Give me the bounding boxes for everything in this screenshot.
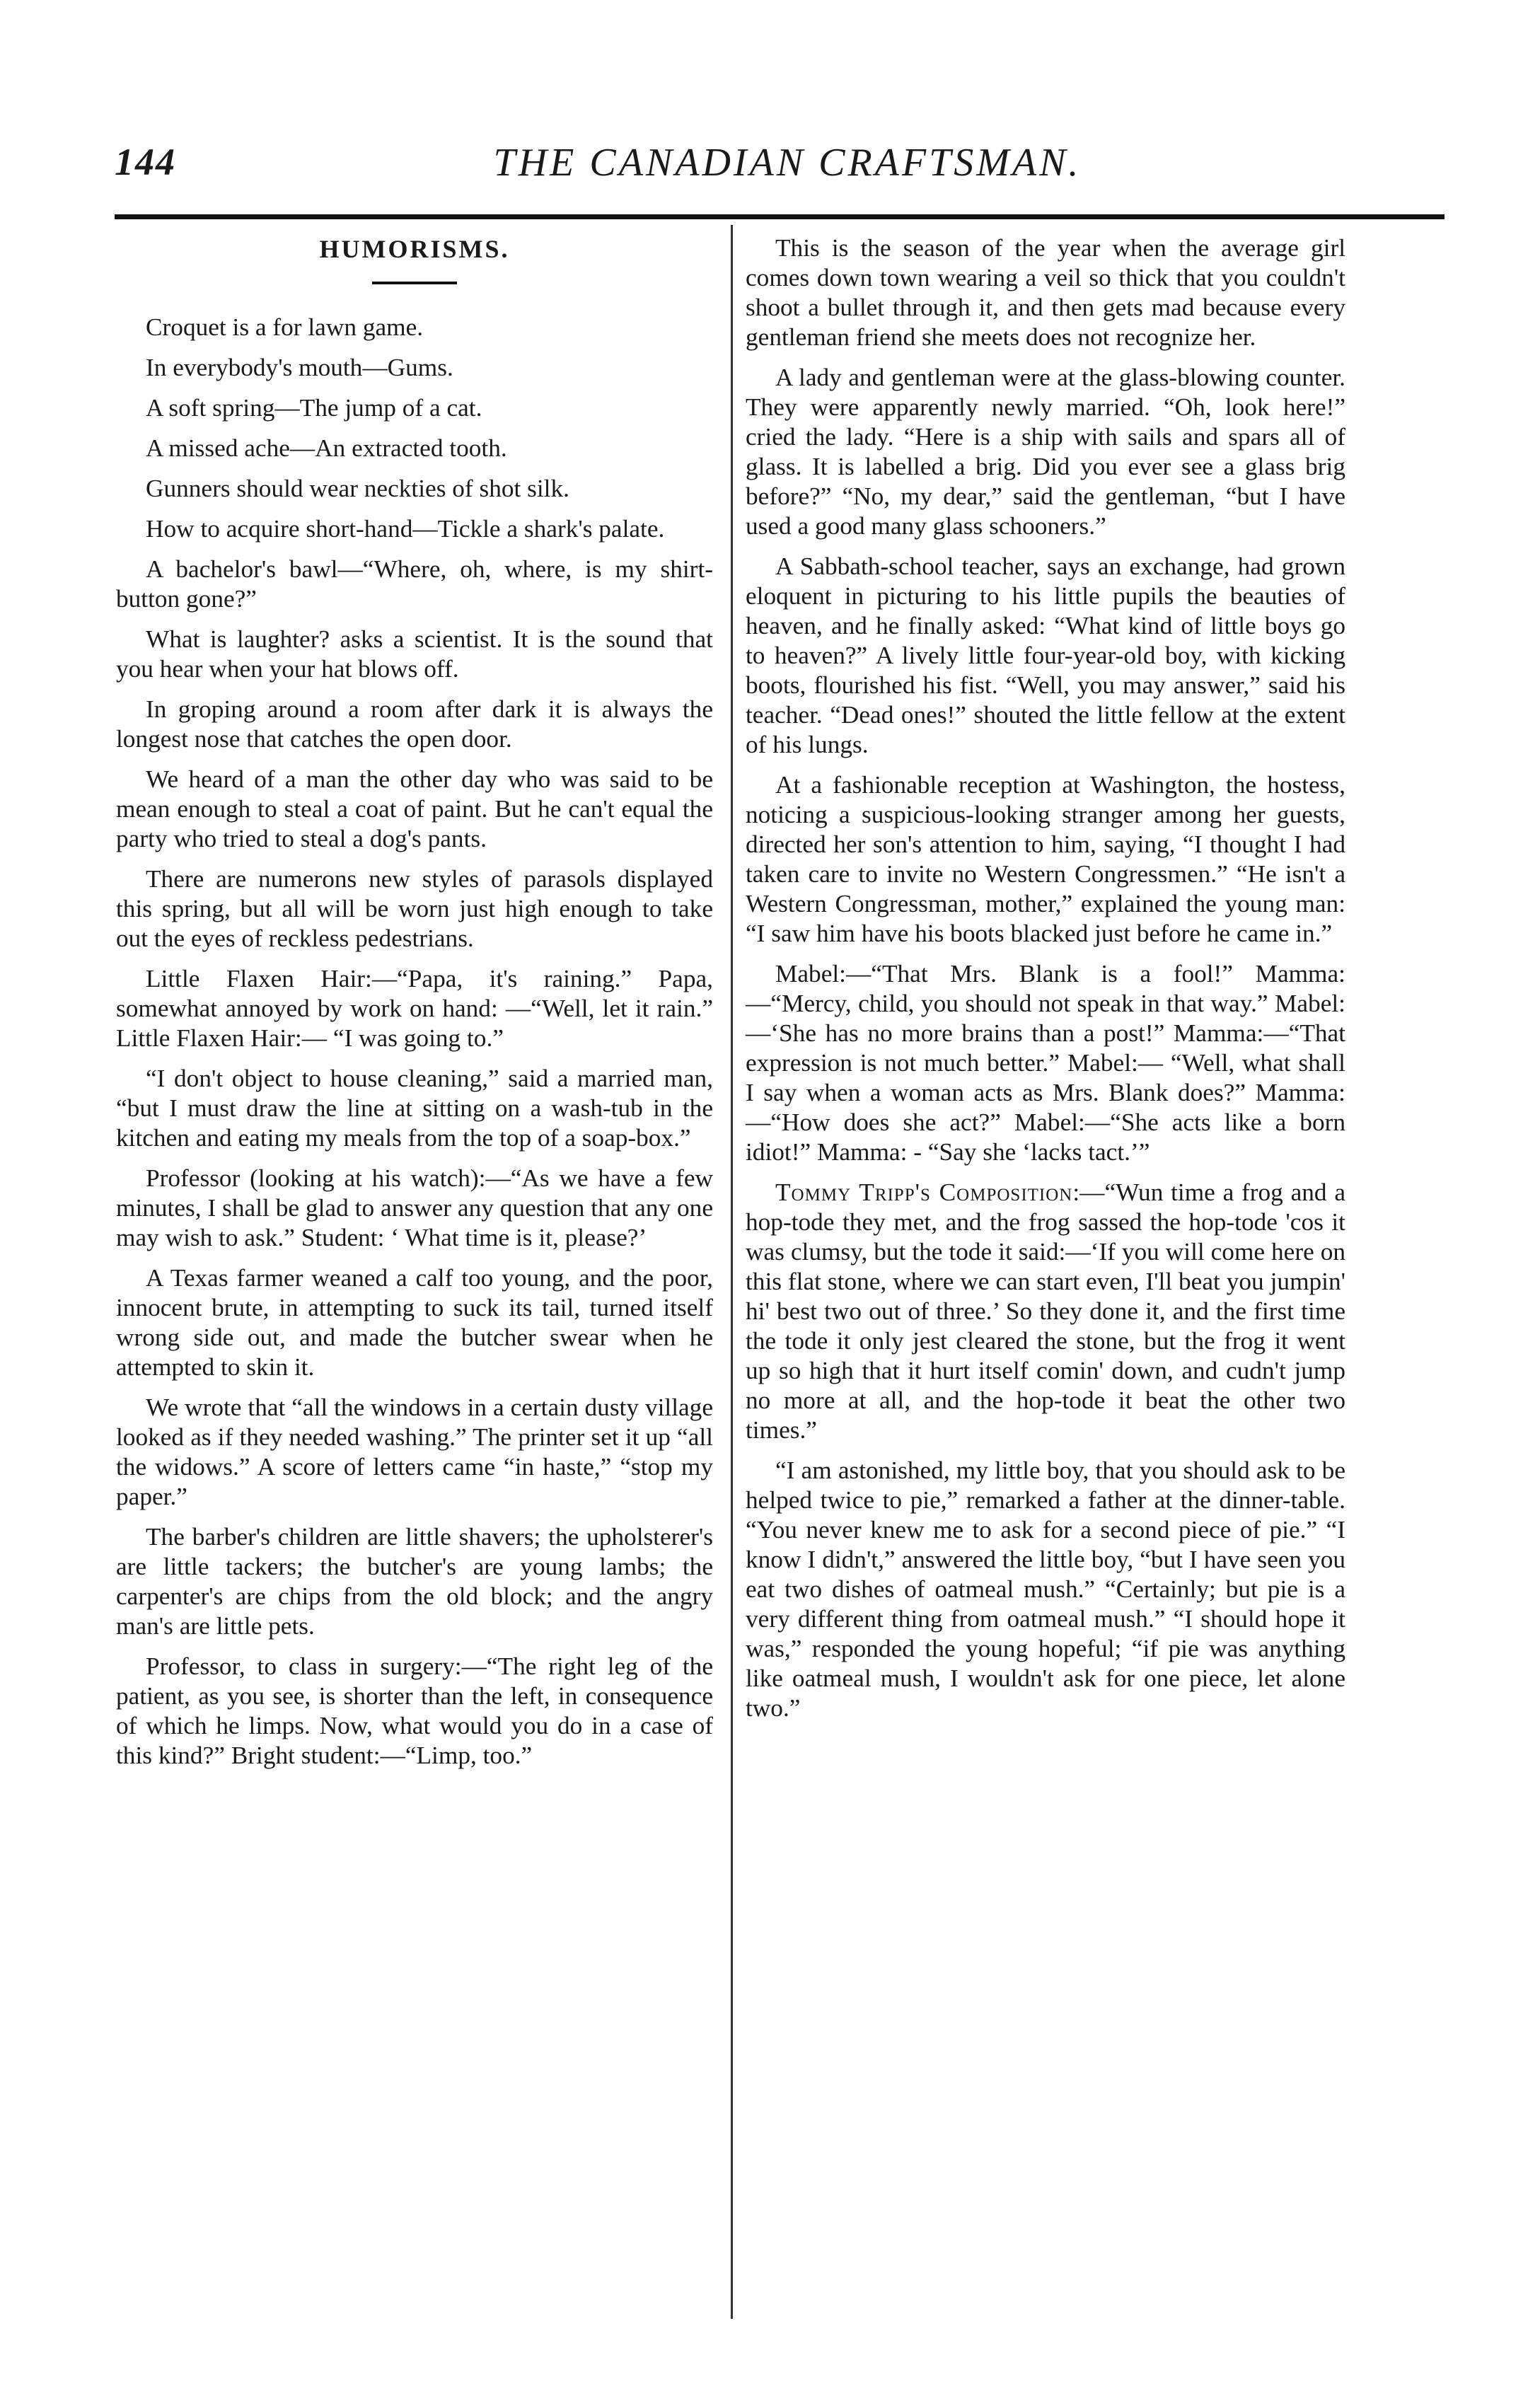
header-rule [115,214,1445,219]
article-paragraph: A Texas farmer weaned a calf too young, and the poor, innocent brute, in attempting to suck its tail, turned itself wrong side out, and made the butcher swear when he attempted to skin it. [116,1264,713,1381]
article-paragraph: “I don't object to house cleaning,” said a married man, “but I must draw the line at sitting on a wash-tub in the kitchen and eating my meals from the top of a soap-box.” [116,1065,713,1152]
heading-rule [372,282,457,284]
article-paragraph: Professor, to class in surgery:—“The right leg of the patient, as you see, is shorter than the left, in consequence of which he limps. Now, what would you do in a case of this kind?” Bright student:—“Limp, too.” [116,1652,713,1769]
tommy-tripp-text: :—“Wun time a frog and a hop-tode they met, and the frog sassed the hop-tode 'cos it was clumsy, but the tode it said:—‘If you will come here on this flat stone, where we can start even, I'll beat you jumpin' hi' best two out of three.’ So they done it, and the first time the tode it only jest cleared the stone, but the frog it went up so high that it hurt itself comin' down, and cudn't jump no more at all, and the hop-tode it beat the other two times.” [746,1178,1345,1444]
article-paragraph: In everybody's mouth—Gums. [146,354,453,381]
article-paragraph: A soft spring—The jump of a cat. [146,394,482,422]
article-paragraph: Croquet is a for lawn game. [146,313,424,341]
article-paragraph: At a fashionable reception at Washington, the hostess, noticing a suspicious-looking stranger among her guests, directed her son's attention to him, saying, “I thought I had taken care to invite no Western Congressmen.” “He isn't a Western Congressman, mother,” explained the young man: “I saw him have his boots blacked just before he came in.” [746,771,1345,947]
left-column [116,233,713,1781]
article-paragraph: We heard of a man the other day who was said to be mean enough to steal a coat of paint. But he can't equal the party who tried to steal a dog's pants. [116,765,713,852]
article-paragraph: How to acquire short-hand—Tickle a shark's palate. [146,515,665,543]
page-number: 144 [115,141,176,183]
article-paragraph: We wrote that “all the windows in a certain dusty village looked as if they needed washing.” The printer set it up “all the widows.” A score of letters came “in haste,” “stop my paper.” [116,1394,713,1510]
article-paragraph: A missed ache—An extracted tooth. [146,434,507,462]
article-paragraph: There are numerons new styles of parasols displayed this spring, but all will be worn just high enough to take out the eyes of reckless pedestrians. [116,865,713,952]
article-paragraph: The barber's children are little shavers; the upholsterer's are little tackers; the butcher's are young lambs; the carpenter's are chips from the old block; and the angry man's are little pets. [116,1523,713,1640]
right-column [746,233,1345,1734]
article-paragraph: “I am astonished, my little boy, that you should ask to be helped twice to pie,” remarked a father at the dinner-table. “You never knew me to ask for a second piece of pie.” “I know I didn't,” answered the little boy, “but I have seen you eat two dishes of oatmeal mush.” “Certainly; but pie is a very different thing from oatmeal mush.” “I should hope it was,” responded the young hopeful; “if pie was anything like oatmeal mush, I wouldn't ask for one piece, let alone two.” [746,1456,1345,1722]
tommy-tripp-title: Tommy Tripp's Composition [775,1178,1073,1206]
article-paragraph: A bachelor's bawl—“Where, oh, where, is my shirt-button gone?” [116,555,713,613]
page-header [115,140,1460,190]
column-divider [731,225,733,2319]
article-paragraph: Little Flaxen Hair:—“Papa, it's raining.” Papa, somewhat annoyed by work on hand: —“Well, let it rain.” Little Flaxen Hair:— “I was going to.” [116,965,713,1052]
article-paragraph: Mabel:—“That Mrs. Blank is a fool!” Mamma:—“Mercy, child, you should not speak in that way.” Mabel:—‘She has no more brains than a post!” Mamma:—“That expression is not much better.” Mabel:— “Well, what shall I say when a woman acts as Mrs. Blank does?” Mamma:—“How does she act?” Mabel:—“She acts like a born idiot!” Mamma: - “Say she ‘lacks tact.’” [746,960,1345,1166]
article-paragraph: In groping around a room after dark it is always the longest nose that catches the open door. [116,695,713,753]
tommy-tripp-paragraph [746,1178,1345,1445]
journal-title: THE CANADIAN CRAFTSMAN. [493,141,1082,185]
article-paragraph: What is laughter? asks a scientist. It is the sound that you hear when your hat blows off. [116,625,713,683]
article-paragraph: This is the season of the year when the average girl comes down town wearing a veil so thick that you couldn't shoot a bullet through it, and then gets mad because every gentleman friend she meets does not recognize her. [746,234,1345,351]
section-heading: HUMORISMS. [319,235,510,263]
article-paragraph: Professor (looking at his watch):—“As we have a few minutes, I shall be glad to answer any question that any one may wish to ask.” Student: ‘ What time is it, please?’ [116,1164,713,1251]
article-paragraph: Gunners should wear neckties of shot silk. [146,475,569,502]
article-paragraph: A Sabbath-school teacher, says an exchange, had grown eloquent in picturing to his little pupils the beauties of heaven, and he finally asked: “What kind of little boys go to heaven?” A lively little four-year-old boy, with kicking boots, flourished his fist. “Well, you may answer,” said his teacher. “Dead ones!” shouted the little fellow at the extent of his lungs. [746,552,1345,758]
article-paragraph: A lady and gentleman were at the glass-blowing counter. They were apparently newly married. “Oh, look here!” cried the lady. “Here is a ship with sails and spars all of glass. It is labelled a brig. Did you ever see a glass brig before?” “No, my dear,” said the gentleman, “but I have used a good many glass schooners.” [746,364,1345,540]
